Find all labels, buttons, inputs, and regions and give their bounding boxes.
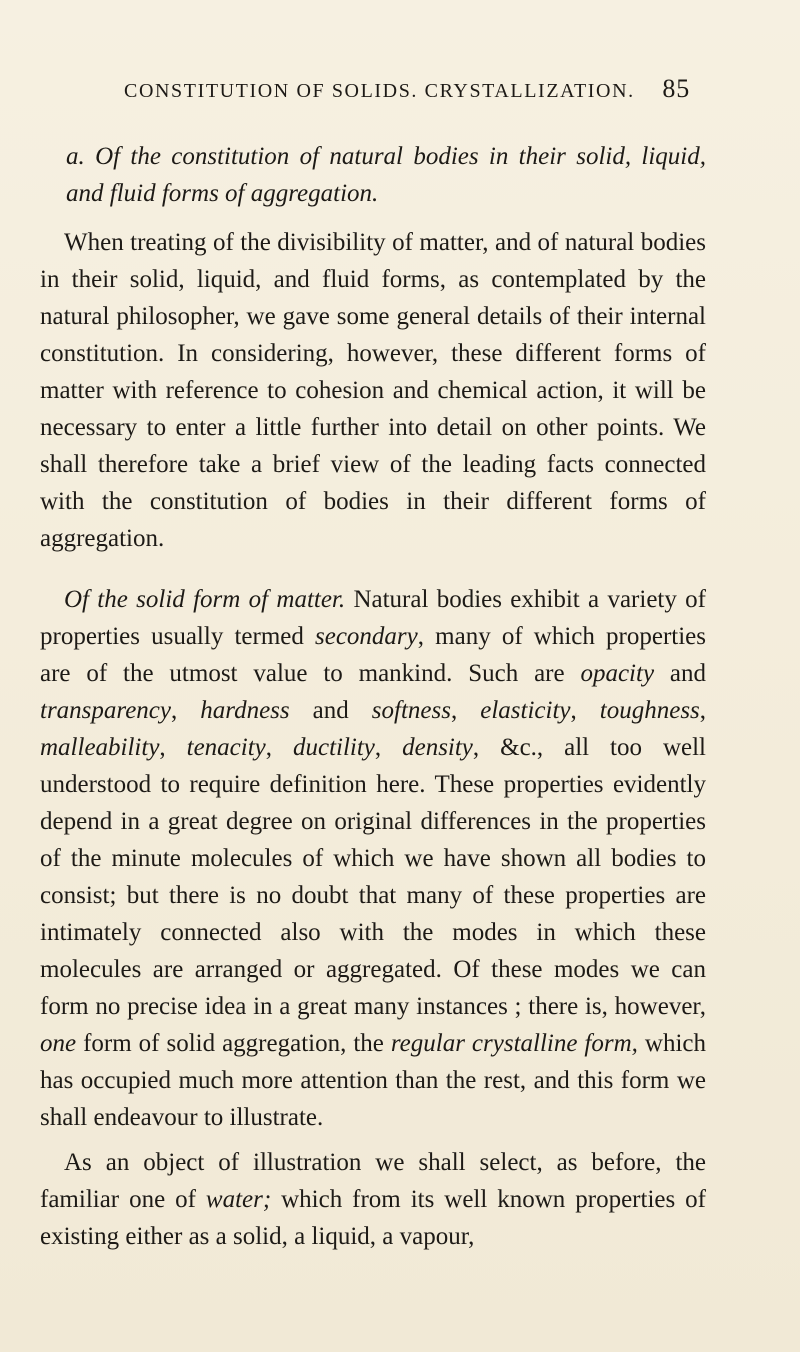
page-content: [40, 138, 706, 1255]
term-one: one: [40, 1030, 77, 1057]
term-toughness: toughness: [599, 697, 700, 724]
text-run: Natural bodies exhibit a variety of properties usually termed: [40, 586, 706, 650]
text-run: which from its well known properties of existing either as a solid, a liquid, a vapour,: [40, 1186, 706, 1250]
text-run: and: [289, 697, 372, 724]
text-run: , &c., all too well understood to require definition here. These properties evidently depend in a great degree on original differences in the properties of the minute molecules of which we have shown all bodies to consist; but there is no doubt that many of these properties are intimately connected also with the modes in which these molecules are arranged or aggregated. Of these modes we can form no precise idea in a great many instances ; there is, however,: [40, 734, 706, 1020]
term-elasticity: elasticity: [480, 697, 571, 724]
page-number: 85: [662, 74, 690, 103]
paragraph-water-illustration: [40, 1144, 706, 1255]
paragraph-lead-heading: Of the solid form of matter.: [64, 586, 346, 613]
term-tenacity: tenacity: [186, 734, 266, 761]
term-softness: softness: [371, 697, 451, 724]
text-run: which has occupied much more attention than the rest, and this form we shall endeavour to illustrate.: [40, 1030, 706, 1131]
term-regular-crystalline-form: regular crystalline form,: [390, 1030, 638, 1057]
term-malleability: malleability: [40, 734, 160, 761]
term-opacity: opacity: [580, 660, 655, 687]
paragraph-divisibility: When treating of the divisibility of matter, and of natural bodies in their solid, liquid, and fluid forms, as contemplated by the natural philosopher, we gave some general details of their internal constitution. In considering, however, these different forms of matter with reference to cohesion and chemical action, it will be necessary to enter a little further into detail on other points. We shall therefore take a brief view of the leading facts connected with the constitution of bodies in their different forms of aggregation.: [40, 229, 706, 552]
text-run: ,: [159, 734, 187, 761]
term-hardness: hardness: [200, 697, 290, 724]
text-run: As an object of illustration we shall select, as before, the familiar one of: [40, 1149, 706, 1213]
text-run: ,: [374, 734, 403, 761]
term-ductility: ductility: [292, 734, 375, 761]
text-run: and: [654, 660, 706, 687]
text-run: ,: [450, 697, 481, 724]
page-header: [124, 74, 690, 104]
section-heading: a. Of the constitution of natural bodies in their solid, liquid, and fluid forms of aggregation.: [66, 143, 706, 207]
text-run: ,: [570, 697, 600, 724]
term-density: density: [402, 734, 473, 761]
term-secondary: secondary: [315, 623, 418, 650]
text-run: ,: [699, 697, 707, 724]
text-run: , many of which properties are of the utmost value to mankind. Such are: [40, 623, 706, 687]
text-run: ,: [171, 697, 201, 724]
paragraph-solid-form: [40, 581, 706, 1136]
term-water: water;: [205, 1186, 272, 1213]
text-run: form of solid aggregation, the: [76, 1030, 391, 1057]
running-head: CONSTITUTION OF SOLIDS. CRYSTALLIZATION.: [124, 80, 635, 102]
text-run: ,: [265, 734, 293, 761]
term-transparency: transparency: [40, 697, 171, 724]
